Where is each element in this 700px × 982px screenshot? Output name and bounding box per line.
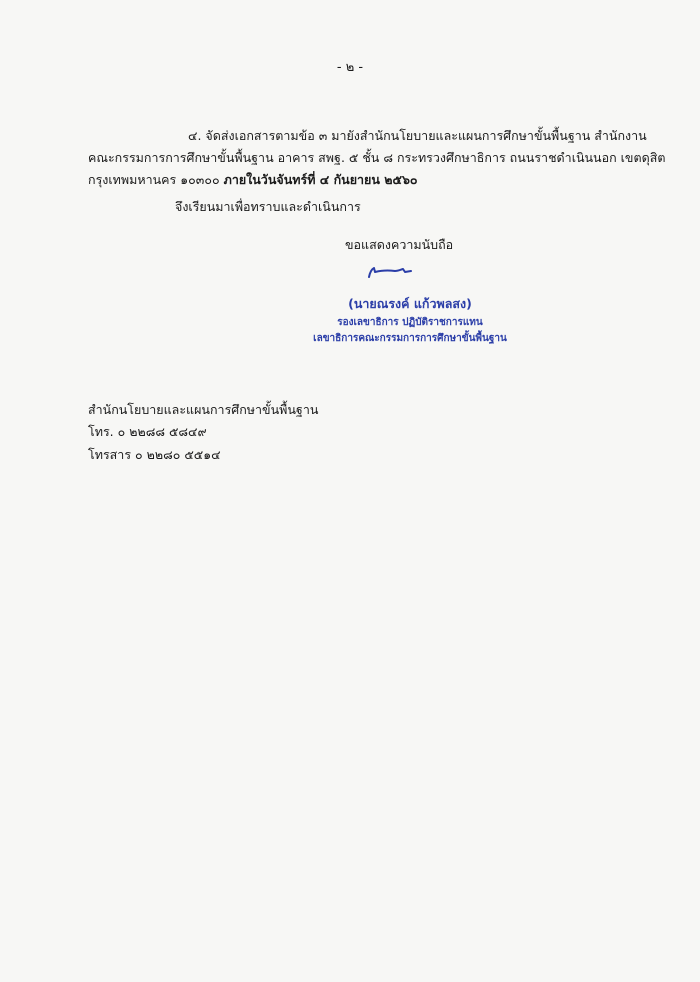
signer-position-line-2: เลขาธิการคณะกรรมการการศึกษาขั้นพื้นฐาน <box>313 333 507 344</box>
paragraph-line-1: ๔. จัดส่งเอกสารตามข้อ ๓ มายังสำนักนโยบายและแผนการศึกษาขั้นพื้นฐาน สำนักงาน <box>188 128 647 143</box>
body-paragraph <box>88 125 666 191</box>
contact-office: สำนักนโยบายและแผนการศึกษาขั้นพื้นฐาน <box>88 402 319 417</box>
paragraph-line-3-text: กรุงเทพมหานคร ๑๐๓๐๐ <box>88 172 224 187</box>
contact-fax: โทรสาร ๐ ๒๒๘๐ ๕๕๑๔ <box>88 447 221 462</box>
handwritten-signature <box>365 263 415 285</box>
contact-phone: โทร. ๐ ๒๒๘๘ ๕๘๔๙ <box>88 424 207 439</box>
closing-sentence: จึงเรียนมาเพื่อทราบและดำเนินการ <box>175 199 361 214</box>
page-number: - ๒ - <box>336 60 364 75</box>
paragraph-line-3 <box>88 169 618 191</box>
regards: ขอแสดงความนับถือ <box>345 237 454 252</box>
deadline-text: ภายในวันจันทร์ที่ ๔ กันยายน ๒๕๖๐ <box>223 172 418 187</box>
signer-position-line-1: รองเลขาธิการ ปฏิบัติราชการแทน <box>337 317 483 328</box>
signer-name: (นายณรงค์ แก้วพลสง) <box>348 296 472 311</box>
paragraph-line-2: คณะกรรมการการศึกษาขั้นพื้นฐาน อาคาร สพฐ. ๕ ชั้น ๘ กระทรวงศึกษาธิการ ถนนราชดำเนินนอก เขตดุสิต <box>88 150 666 165</box>
